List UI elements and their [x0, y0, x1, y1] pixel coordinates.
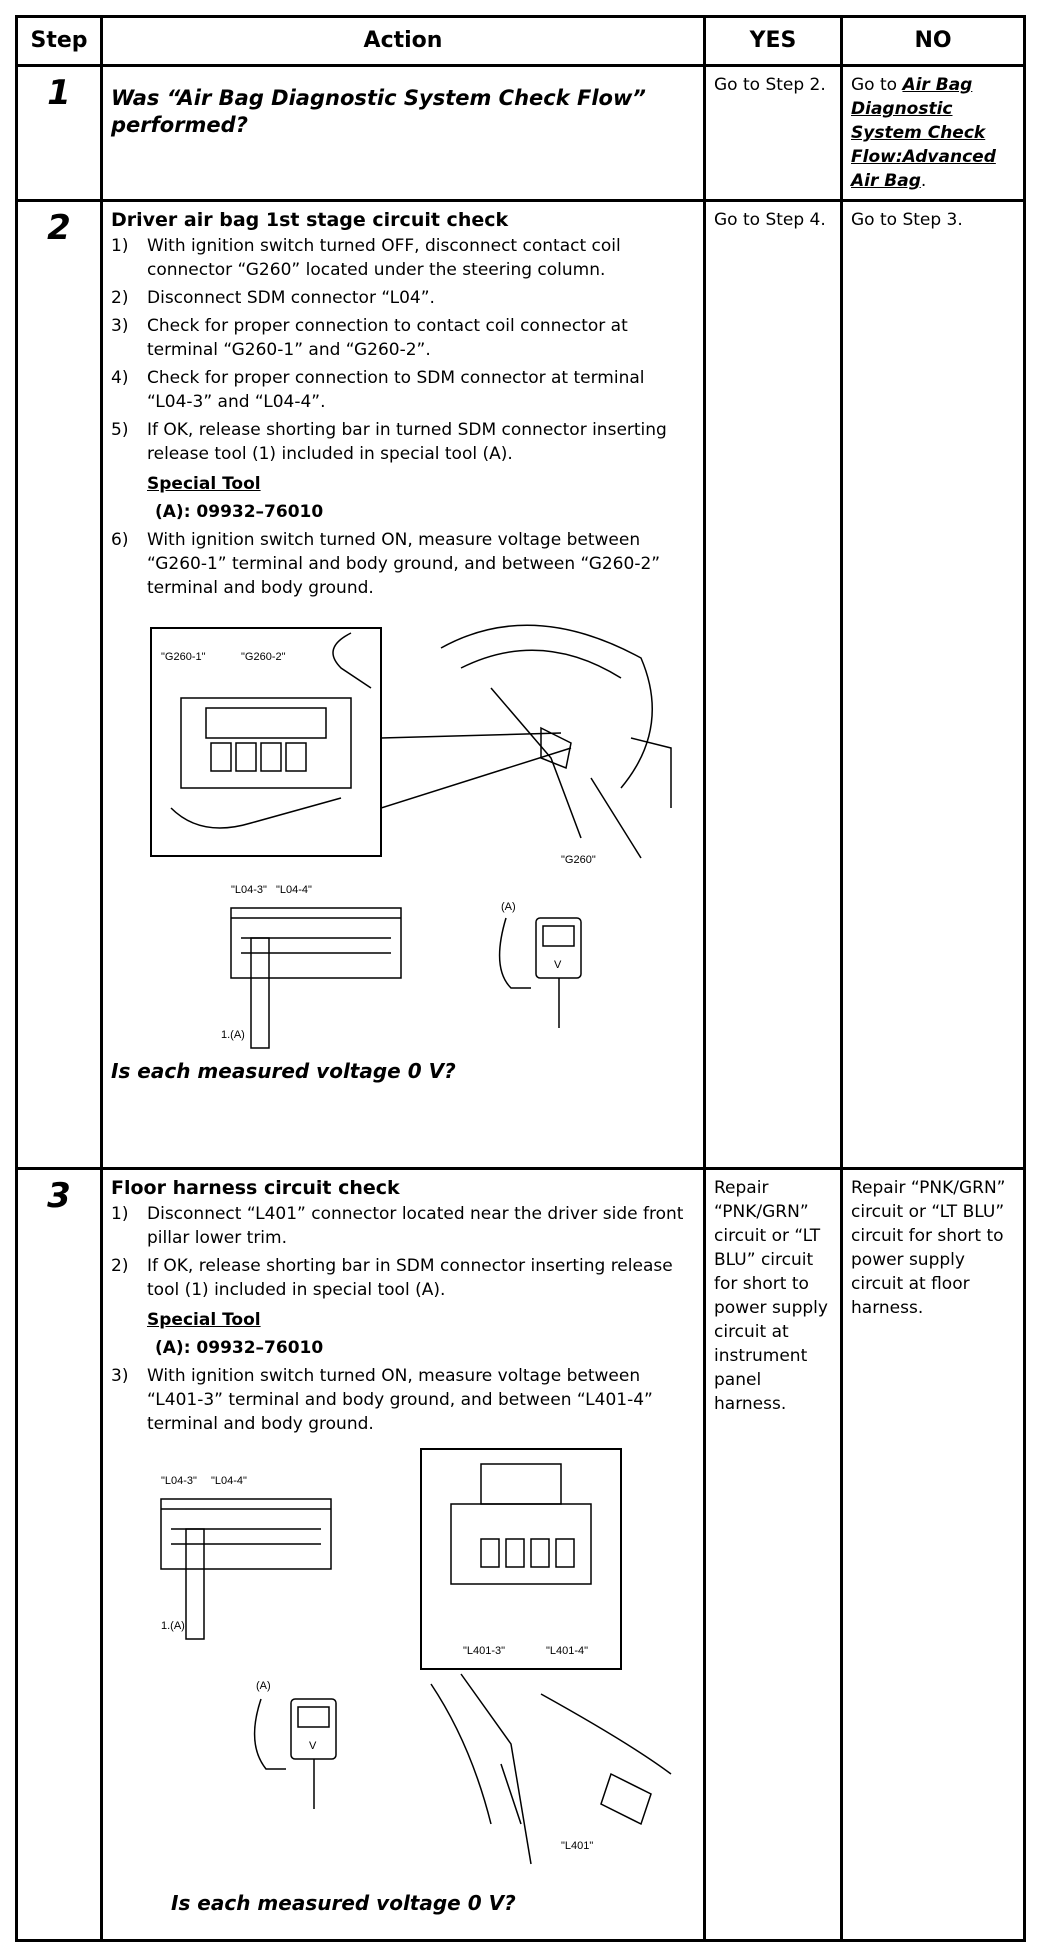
label-l04-4: "L04-4": [211, 1475, 247, 1487]
g260-connector-illustration: [111, 608, 696, 1058]
no-cell: Go to Step 3.: [842, 201, 1025, 1169]
list-item: [111, 234, 695, 282]
label-l401-3: "L401-3": [463, 1645, 506, 1657]
yes-cell: Go to Step 2.: [705, 66, 842, 201]
item-text: If OK, release shorting bar in SDM connector inserting release tool (1) included in special tool (A).: [147, 1256, 673, 1300]
diagnostic-table: [15, 15, 1026, 1942]
list-item: [111, 1364, 695, 1436]
label-a: (A): [256, 1680, 271, 1692]
question: Is each measured voltage 0 V?: [111, 1059, 456, 1083]
item-number: 3): [111, 316, 129, 336]
header-action: Action: [102, 17, 705, 66]
item-number: 1): [111, 236, 129, 256]
step-list: [111, 234, 695, 466]
item-text: Check for proper connection to SDM connector at terminal “L04-3” and “L04-4”.: [147, 368, 645, 412]
l401-connector-illustration: [111, 1444, 696, 1884]
step-list: [111, 528, 695, 600]
label-g260: "G260": [561, 854, 596, 866]
list-item: [111, 1202, 695, 1250]
step-list: [111, 1364, 695, 1436]
label-g260-1: "G260-1": [161, 651, 206, 663]
header-no: NO: [842, 17, 1025, 66]
system-check-link[interactable]: Air Bag Diagnostic System Check Flow:Advanced Air Bag: [851, 75, 996, 191]
item-number: 4): [111, 368, 129, 388]
list-item: [111, 314, 695, 362]
yes-cell: Go to Step 4.: [705, 201, 842, 1169]
item-text: With ignition switch turned ON, measure voltage between “G260-1” terminal and body ground, and between “G260-2” terminal and body ground.: [147, 530, 661, 598]
action-cell: [102, 1169, 705, 1941]
action-cell: [102, 66, 705, 201]
item-number: 2): [111, 1256, 129, 1276]
label-volt: V: [309, 1740, 317, 1752]
label-volt: V: [554, 959, 562, 971]
header-yes: YES: [705, 17, 842, 66]
special-tool: [147, 1308, 695, 1360]
list-item: [111, 286, 695, 310]
no-suffix: .: [920, 171, 927, 191]
step-list: [111, 1202, 695, 1302]
question: Is each measured voltage 0 V?: [171, 1891, 516, 1915]
item-number: 3): [111, 1366, 129, 1386]
yes-cell: Repair “PNK/GRN” circuit or “LT BLU” circuit for short to power supply circuit at instrument panel harness.: [705, 1169, 842, 1941]
item-text: If OK, release shorting bar in turned SDM connector inserting release tool (1) included in special tool (A).: [147, 420, 667, 464]
check-title: Floor harness circuit check: [111, 1177, 400, 1199]
table-row: [17, 201, 1025, 1169]
special-tool-value: (A): 09932–76010: [155, 502, 324, 522]
special-tool: [147, 472, 695, 524]
item-number: 6): [111, 530, 129, 550]
step-number: 1: [17, 66, 102, 201]
label-a: (A): [501, 901, 516, 913]
table-row: [17, 1169, 1025, 1941]
item-text: With ignition switch turned ON, measure voltage between “L401-3” terminal and body ground, and between “L401-4” terminal and body ground.: [147, 1366, 653, 1434]
item-text: Disconnect SDM connector “L04”.: [147, 288, 435, 308]
special-tool-value: (A): 09932–76010: [155, 1338, 324, 1358]
table-row: [17, 66, 1025, 201]
list-item: [111, 1254, 695, 1302]
check-title: Driver air bag 1st stage circuit check: [111, 209, 509, 231]
step-number: 3: [17, 1169, 102, 1941]
label-g260-2: "G260-2": [241, 651, 286, 663]
header-step: Step: [17, 17, 102, 66]
action-cell: [102, 201, 705, 1169]
label-l401-4: "L401-4": [546, 1645, 589, 1657]
question: Was “Air Bag Diagnostic System Check Flow” performed?: [111, 86, 646, 137]
no-prefix: Go to: [851, 75, 903, 95]
no-cell: [842, 66, 1025, 201]
header-row: [17, 17, 1025, 66]
list-item: [111, 528, 695, 600]
label-l04-3: "L04-3": [231, 884, 267, 896]
item-text: Check for proper connection to contact coil connector at terminal “G260-1” and “G260-2”.: [147, 316, 628, 360]
step-number: 2: [17, 201, 102, 1169]
list-item: [111, 366, 695, 414]
special-tool-label: Special Tool: [147, 1310, 261, 1330]
label-tool: 1.(A): [221, 1029, 245, 1041]
item-number: 5): [111, 420, 129, 440]
label-l04-4: "L04-4": [276, 884, 312, 896]
label-l04-3: "L04-3": [161, 1475, 197, 1487]
list-item: [111, 418, 695, 466]
item-number: 2): [111, 288, 129, 308]
special-tool-label: Special Tool: [147, 474, 261, 494]
item-number: 1): [111, 1204, 129, 1224]
label-tool: 1.(A): [161, 1620, 185, 1632]
item-text: With ignition switch turned OFF, disconnect contact coil connector “G260” located under the steering column.: [147, 236, 621, 280]
no-cell: Repair “PNK/GRN” circuit or “LT BLU” circuit for short to power supply circuit at floor harness.: [842, 1169, 1025, 1941]
label-l401: "L401": [561, 1840, 594, 1852]
item-text: Disconnect “L401” connector located near the driver side front pillar lower trim.: [147, 1204, 684, 1248]
